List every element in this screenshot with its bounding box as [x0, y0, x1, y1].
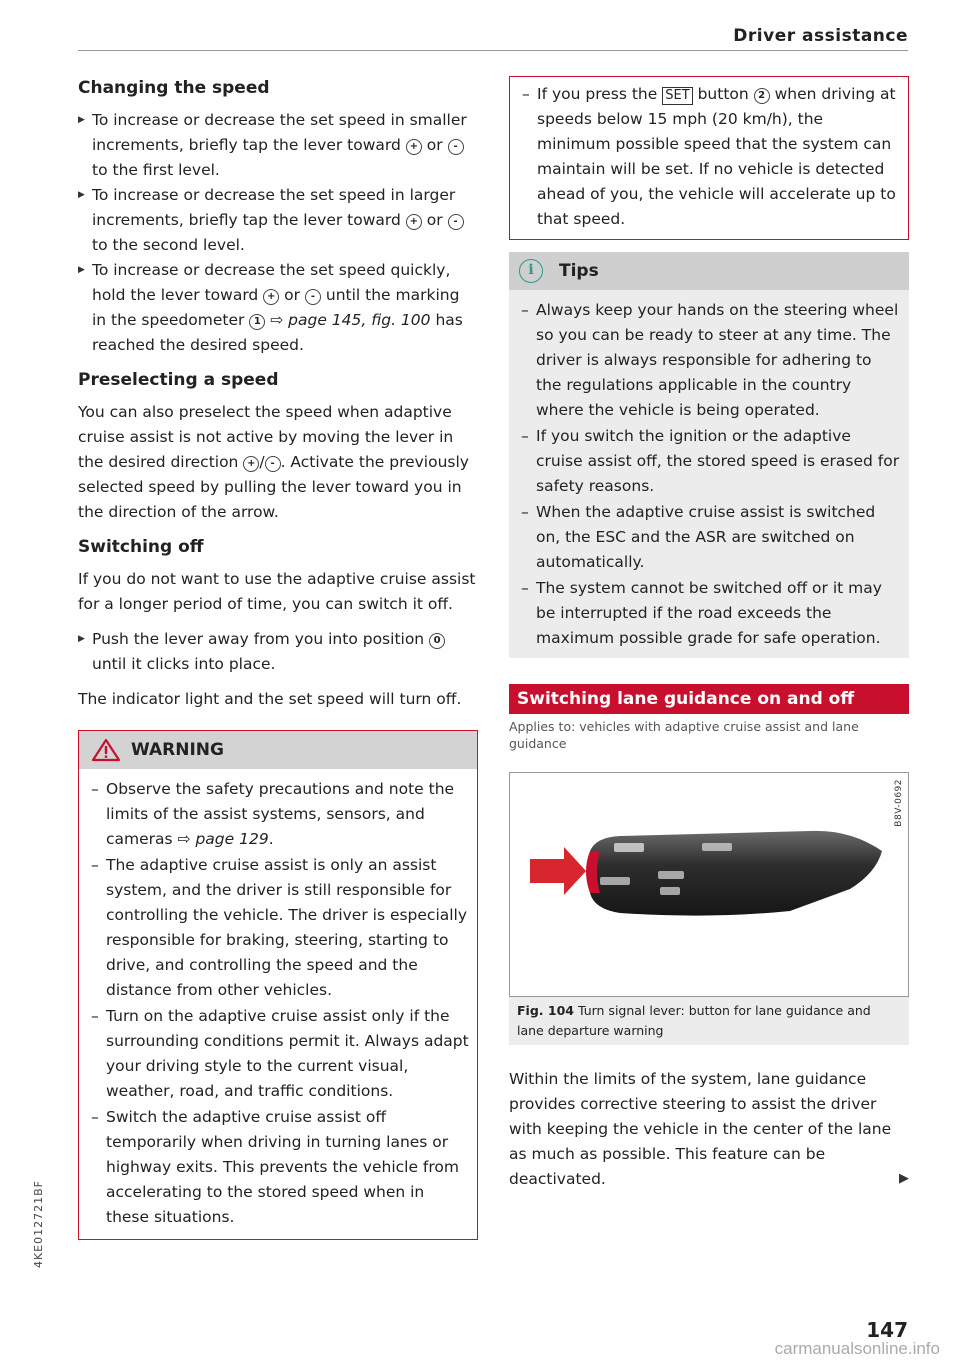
list-item: ▶ Push the lever away from you into position 0 until it clicks into place. — [78, 627, 478, 677]
left-column — [78, 70, 478, 1240]
list-item: – If you switch the ignition or the adaptive cruise assist off, the stored speed is erased for safety reasons. — [509, 424, 901, 499]
page-reference-link[interactable]: ⇨ page 145, fig. 100 — [270, 311, 431, 329]
callout-0-icon: 0 — [429, 633, 445, 649]
figure-code: B8V-0692 — [894, 779, 904, 827]
minus-symbol-icon: - — [265, 456, 281, 472]
running-header: Driver assistance — [733, 26, 908, 46]
list-item: – Always keep your hands on the steering wheel so you can be ready to steer at any time. The driver is always responsible for adhering to the regulations applicable in the country where the vehicle is being operated. — [509, 298, 901, 423]
minus-symbol-icon: - — [305, 289, 321, 305]
lane-guidance-title: Switching lane guidance on and off — [509, 684, 909, 714]
tips-header — [509, 252, 909, 290]
page-number: 147 — [866, 1318, 908, 1342]
tips-title: Tips — [559, 261, 599, 281]
set-button-label: SET — [662, 87, 692, 105]
warning-body — [79, 769, 477, 1239]
lane-guidance-button-icon — [614, 843, 644, 852]
list-item: – If you press the SET button 2 when driving at speeds below 15 mph (20 km/h), the minimum possible speed that the system can maintain will be set. If no vehicle is detected ahead of you, the vehicle will accelerate up to that speed. — [510, 82, 900, 232]
info-icon: i — [519, 259, 543, 283]
list-item: – Switch the adaptive cruise assist off temporarily when driving in turning lanes or highway exits. This prevents the vehicle from accelerating to the stored speed when in these situations. — [79, 1105, 469, 1230]
applies-to-note: Applies to: vehicles with adaptive cruise assist and lane guidance — [509, 719, 859, 751]
minus-symbol-icon: - — [448, 139, 464, 155]
list-item: – When the adaptive cruise assist is switched on, the ESC and the ASR are switched on automatically. — [509, 500, 901, 575]
right-column — [509, 76, 909, 1202]
switching-paragraph: If you do not want to use the adaptive cruise assist for a longer period of time, you can switch it off. — [78, 570, 476, 613]
list-item: ▶ To increase or decrease the set speed quickly, hold the lever toward + or - until the marking in the speedometer 1 ⇨ page 145, fig. 100 has reached the desired speed. — [78, 258, 478, 358]
document-code: 4KE012721BF — [32, 1180, 45, 1269]
watermark: carmanualsonline.info — [774, 1339, 940, 1358]
list-item: ▶ To increase or decrease the set speed in larger increments, briefly tap the lever toward + or - to the second level. — [78, 183, 478, 258]
list-item: – Turn on the adaptive cruise assist only if the surrounding conditions permit it. Always adapt your driving style to the current visual, weather, road, and traffic conditions. — [79, 1004, 469, 1104]
tips-box — [509, 252, 909, 658]
header-divider — [78, 50, 908, 51]
list-item: – Observe the safety precautions and note the limits of the assist systems, sensors, and cameras ⇨ page 129. — [79, 777, 469, 852]
heading-changing-speed: Changing the speed — [78, 78, 270, 98]
plus-symbol-icon: + — [406, 214, 422, 230]
page-reference-link[interactable]: ⇨ page 129 — [177, 830, 269, 848]
figure-caption: Fig. 104 Turn signal lever: button for lane guidance and lane departure warning — [509, 997, 909, 1045]
callout-1-icon: 1 — [249, 314, 265, 330]
indicator-paragraph: The indicator light and the set speed will turn off. — [78, 690, 462, 708]
preselect-paragraph: You can also preselect the speed when adaptive cruise assist is not active by moving the lever in the desired direction + / - . Activate the previously selected speed by pulling the lever toward you in the direction of the arrow. — [78, 403, 469, 521]
warning-header — [79, 731, 477, 769]
plus-symbol-icon: + — [406, 139, 422, 155]
plus-symbol-icon: + — [243, 456, 259, 472]
warning-box — [78, 730, 478, 1240]
heading-preselecting: Preselecting a speed — [78, 370, 279, 390]
minus-symbol-icon: - — [448, 214, 464, 230]
list-item: – The adaptive cruise assist is only an assist system, and the driver is still responsible for controlling the vehicle. The driver is especially responsible for braking, steering, starting to drive, and controlling the speed and the distance from other vehicles. — [79, 853, 469, 1003]
warning-title: WARNING — [131, 740, 224, 760]
list-item: – The system cannot be switched off or it may be interrupted if the road exceeds the maximum possible grade for safe operation. — [509, 576, 901, 651]
list-item: ▶ To increase or decrease the set speed in smaller increments, briefly tap the lever toward + or - to the first level. — [78, 108, 478, 183]
continue-arrow-icon: ▶ — [899, 1171, 909, 1186]
turn-signal-lever-illustration — [510, 773, 908, 996]
callout-2-icon: 2 — [754, 88, 770, 104]
warning-triangle-icon — [91, 738, 121, 762]
switching-list — [78, 627, 478, 677]
plus-symbol-icon: + — [263, 289, 279, 305]
changing-speed-list — [78, 108, 478, 358]
figure-turn-signal-lever — [509, 772, 909, 997]
heading-switching-off: Switching off — [78, 537, 204, 557]
tips-body — [509, 290, 909, 658]
lane-guidance-paragraph: Within the limits of the system, lane guidance provides corrective steering to assist the driver with keeping the vehicle in the center of the lane as much as possible. This feature can be deactivated. — [509, 1070, 892, 1188]
set-button-note-box — [509, 76, 909, 240]
